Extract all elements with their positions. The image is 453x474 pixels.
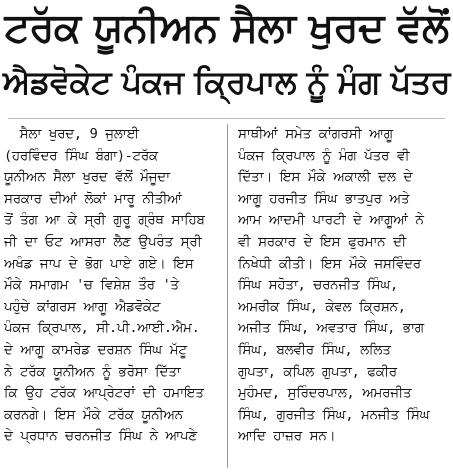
article-line: (ਹਰਵਿੰਦਰ ਸਿੰਘ ਬੰਗਾ)-ਟਰੱਕ (4, 147, 158, 164)
article-line: ਨੇ ਟਰੱਕ ਯੂਨੀਅਨ ਨੂੰ ਭਰੋਸਾ ਦਿੱਤਾ (4, 363, 181, 380)
article-line: ਆਗੂ ਹਰਜੀਤ ਸਿੰਘ ਭਾਤਪੁਰ ਅਤੇ (238, 190, 410, 207)
article-line: ਸਿੰਘ, ਗੁਰਜੀਤ ਸਿੰਘ, ਮਨਜੀਤ ਸਿੰਘ (238, 406, 430, 423)
article-line: ਸਰਕਾਰ ਦੀਆਂ ਲੋਕਾਂ ਮਾਰੂ ਨੀਤੀਆਂ (4, 190, 182, 207)
article-line: ਮੌਕੇ ਸਮਾਗਮ 'ਚ ਵਿਸ਼ੇਸ਼ ਤੌਰ 'ਤੇ (4, 277, 179, 294)
article-line: ਨਿਖੇਧੀ ਕੀਤੀ। ਇਸ ਮੌਕੇ ਜਸਵਿੰਦਰ (238, 255, 421, 272)
article-line: ਦਿੱਤਾ। ਇਸ ਮੌਕੇ ਅਕਾਲੀ ਦਲ ਦੇ (238, 169, 413, 186)
article-line: ਪੰਕਜ ਕ੍ਰਿਪਾਲ, ਸੀ.ਪੀ.ਆਈ.ਐਮ. (4, 320, 200, 337)
article-line: ਕਿ ਉਹ ਟਰੱਕ ਆਪ੍ਰੇਟਰਾਂ ਦੀ ਹਮਾਇਤ (4, 385, 204, 402)
article-line: ਤੋਂ ਤੰਗ ਆ ਕੇ ਸ੍ਰੀ ਗੁਰੂ ਗ੍ਰੰਥ ਸਾਹਿਬ (4, 212, 205, 229)
article-line: ਆਮ ਆਦਮੀ ਪਾਰਟੀ ਦੇ ਆਗੂਆਂ ਨੇ (238, 212, 424, 229)
article-line: ਅਮਰੀਕ ਸਿੰਘ, ਕੇਵਲ ਕ੍ਰਿਸ਼ਨ, (238, 298, 406, 315)
article-line: ਆਦਿ ਹਾਜ਼ਰ ਸਨ। (238, 428, 336, 445)
article-line: ਜੀ ਦਾ ਓਟ ਆਸਰਾ ਲੈਣ ਉਪਰੰਤ ਸ੍ਰੀ (4, 233, 202, 250)
article-line: ਅਜੀਤ ਸਿੰਘ, ਅਵਤਾਰ ਸਿੰਘ, ਭਾਗ (238, 320, 424, 337)
article-line: ਵੀ ਸਰਕਾਰ ਦੇ ਇਸ ਫੁਰਮਾਨ ਦੀ (238, 233, 406, 250)
article-line: ਮੁਹੰਮਦ, ਸੁਰਿੰਦਰਪਾਲ, ਅਮਰਜੀਤ (238, 385, 412, 402)
article-line: ਕਰਨਗੇ। ਇਸ ਮੌਕੇ ਟਰੱਕ ਯੂਨੀਅਨ (4, 406, 183, 423)
article-column-left (4, 124, 218, 448)
headline-line-2: ਐਡਵੋਕੇਟ ਪੰਕਜ ਕ੍ਰਿਪਾਲ ਨੂੰ ਮੰਗ ਪੱਤਰ (2, 63, 451, 101)
article-line: ਸਿੰਘ, ਬਲਵੀਰ ਸਿੰਘ, ਲਲਿਤ (238, 341, 391, 358)
article-line: ਸਾਥੀਆਂ ਸਮੇਤ ਕਾਂਗਰਸੀ ਆਗੂ (238, 126, 393, 142)
article-line: ਪਹੁੰਚੇ ਕਾਂਗਰਸ ਆਗੂ ਐਡਵੋਕੇਟ (4, 298, 161, 315)
headline-divider (8, 118, 445, 119)
article-line: ਸਿੰਘ ਸਹੋਤਾ, ਚਰਨਜੀਤ ਸਿੰਘ, (238, 277, 398, 294)
article-line: ਅਖੰਡ ਜਾਪ ਦੇ ਭੋਗ ਪਾਏ ਗਏ। ਇਸ (4, 255, 194, 272)
article-line: ਯੂਨੀਅਨ ਸੈਲਾ ਖੁਰਦ ਵੱਲੋਂ ਮੌਜੂਦਾ (4, 169, 170, 186)
article-line: ਪੰਕਜ ਕ੍ਰਿਪਾਲ ਨੂੰ ਮੰਗ ਪੱਤਰ ਵੀ (238, 147, 410, 164)
headline-line-1: ਟਰੱਕ ਯੂਨੀਅਨ ਸੈਲਾ ਖੁਰਦ ਵੱਲੋਂ (4, 5, 449, 51)
article-line: ਦੇ ਆਗੂ ਕਾਮਰੇਡ ਦਰਸ਼ਨ ਸਿੰਘ ਮੱਟੂ (4, 341, 187, 358)
article-line: ਗੁਪਤਾ, ਕਪਿਲ ਗੁਪਤਾ, ਫਕੀਰ (238, 363, 397, 380)
article-line: ਸੈਲਾ ਖੁਰਦ, 9 ਜੁਲਾਈ (4, 126, 139, 142)
column-rule (227, 124, 228, 468)
article-column-right (238, 124, 452, 448)
article-line: ਦੇ ਪ੍ਰਧਾਨ ਚਰਨਜੀਤ ਸਿੰਘ ਨੇ ਆਪਣੇ (4, 428, 197, 445)
